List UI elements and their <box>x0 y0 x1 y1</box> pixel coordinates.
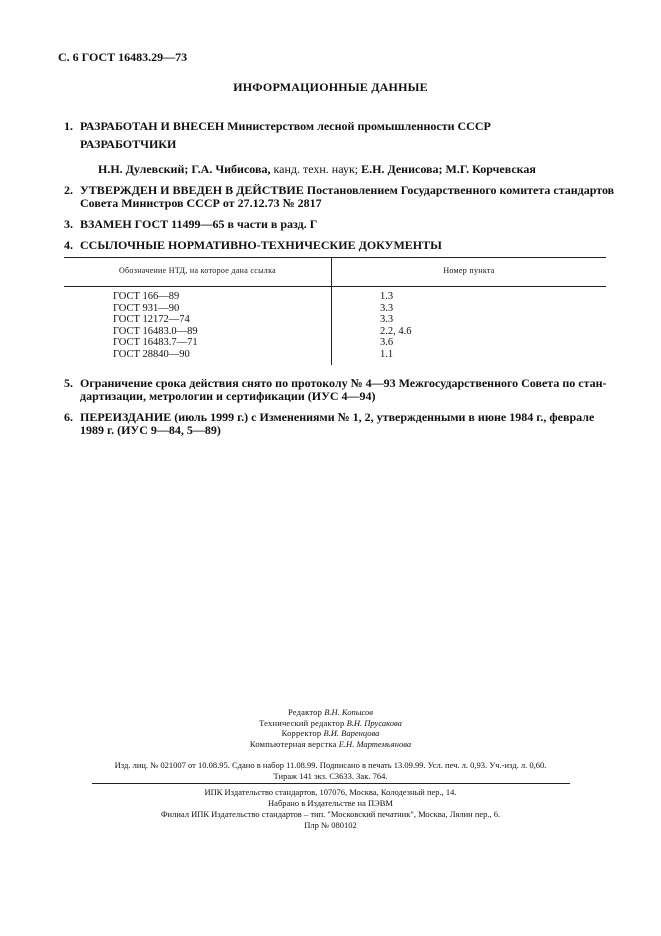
credit-role: Корректор <box>281 728 322 738</box>
page-header: С. 6 ГОСТ 16483.29—73 <box>58 50 188 64</box>
credit-line <box>0 739 661 750</box>
section-4 <box>64 239 442 252</box>
developers-heading: РАЗРАБОТЧИКИ <box>80 137 177 151</box>
section-number: 2. <box>64 183 73 197</box>
developer-degree: канд. техн. наук; <box>270 162 359 176</box>
credit-name: Е.Н. Мартемьянова <box>338 738 412 749</box>
table-cell-point: 1.3 <box>380 291 394 302</box>
table-cell-ntd: ГОСТ 12172—74 <box>113 314 190 325</box>
section-number: 3. <box>64 217 73 231</box>
press-line: Плр № 080102 <box>304 820 357 830</box>
developer-name: М.Г. Корчевская <box>445 162 536 176</box>
section-text: Постановлением Государственного комитета стандартов <box>303 183 615 197</box>
table-cell-point: 3.6 <box>380 337 394 348</box>
section-lead: ССЫЛОЧНЫЕ НОРМАТИВНО-ТЕХНИЧЕСКИЕ ДОКУМЕНТЫ <box>80 238 442 252</box>
section-3 <box>64 218 317 231</box>
editorial-credits <box>0 707 661 749</box>
section-number: 1. <box>64 119 73 133</box>
table-cell-point: 3.3 <box>380 302 394 314</box>
table-header-point: Номер пункта <box>443 266 495 275</box>
table-cell-ntd: ГОСТ 166—89 <box>113 291 180 302</box>
table-cell-point: 1.1 <box>380 348 394 360</box>
table-header-ntd: Обозначение НТД, на которое дана ссылка <box>118 266 276 275</box>
table-column-point <box>380 291 412 360</box>
credit-line <box>0 718 661 729</box>
table-cell-ntd: ГОСТ 931—90 <box>113 302 180 314</box>
press-line: ИПК Издательство стандартов, 107076, Москва, Колодезный пер., 14. <box>204 787 457 797</box>
section-6-continued: 1989 г. (ИУС 9—84, 5—89) <box>80 423 221 437</box>
credit-name: В.Н. Прусакова <box>346 717 402 728</box>
table-cell-ntd: ГОСТ 16483.0—89 <box>113 325 198 337</box>
table-cell-point: 2.2, 4.6 <box>380 325 412 337</box>
section-number: 6. <box>64 410 73 424</box>
section-lead: РАЗРАБОТАН И ВНЕСЕН <box>80 119 225 133</box>
section-lead: УТВЕРЖДЕН И ВВЕДЕН В ДЕЙСТВИЕ <box>80 183 304 197</box>
press-info <box>0 787 661 831</box>
developers-list <box>98 162 536 177</box>
section-5-continued: дартизации, метрологии и сертификации (ИУС 4—94) <box>80 389 376 403</box>
section-text: (июль 1999 г.) с Изменениями № 1, 2, утвержденными в июне 1984 г., феврале <box>171 410 595 424</box>
table-cell-ntd: ГОСТ 16483.7—71 <box>113 337 198 348</box>
publication-rule <box>92 783 570 784</box>
credit-line <box>0 728 661 739</box>
table-column-ntd <box>113 291 198 360</box>
table-cell-ntd: ГОСТ 28840—90 <box>113 348 190 360</box>
section-lead: ВЗАМЕН ГОСТ 11499—65 в части в разд. Г <box>80 217 318 231</box>
credit-role: Технический редактор <box>259 717 345 728</box>
developer-name: Е.Н. Денисова; <box>361 162 443 176</box>
credit-name: В.И. Варенцова <box>323 728 380 738</box>
credit-line <box>0 707 661 718</box>
section-2-continued: Совета Министров СССР от 27.12.73 № 2817 <box>80 196 322 210</box>
table-header-rule <box>64 286 606 287</box>
table-top-rule <box>64 257 606 258</box>
section-number: 4. <box>64 238 73 252</box>
document-title: ИНФОРМАЦИОННЫЕ ДАННЫЕ <box>233 80 428 94</box>
credit-role: Редактор <box>287 707 323 717</box>
developer-name: Н.Н. Дулевский; <box>98 162 189 176</box>
section-lead: ПЕРЕИЗДАНИЕ <box>80 410 172 424</box>
publication-line: Тираж 141 экз. С3633. Зак. 764. <box>273 771 388 781</box>
section-number: 5. <box>64 376 73 390</box>
press-line: Филиал ИПК Издательство стандартов – тип. "Московский печатник", Москва, Лялин пер., 6. <box>160 809 501 819</box>
credit-name: В.Н. Копысов <box>324 707 373 717</box>
section-text: Ограничение срока действия снято по протоколу № 4—93 Межгосударственного Совета по стан- <box>80 376 607 390</box>
section-1 <box>64 120 491 133</box>
publication-line: Изд. лиц. № 021007 от 10.08.95. Сдано в набор 11.08.99. Подписано в печать 13.09.99. Усл. печ. л. 0,93. Уч.-изд. л. 0,60. <box>114 760 547 770</box>
credit-role: Компьютерная верстка <box>249 738 337 749</box>
developer-name: Г.А. Чибисова, <box>191 162 271 176</box>
table-cell-point: 3.3 <box>380 314 394 325</box>
publication-info <box>0 760 661 782</box>
press-line: Набрано в Издательстве на ПЭВМ <box>268 798 393 808</box>
section-text: Министерством лесной промышленности СССР <box>224 119 491 133</box>
